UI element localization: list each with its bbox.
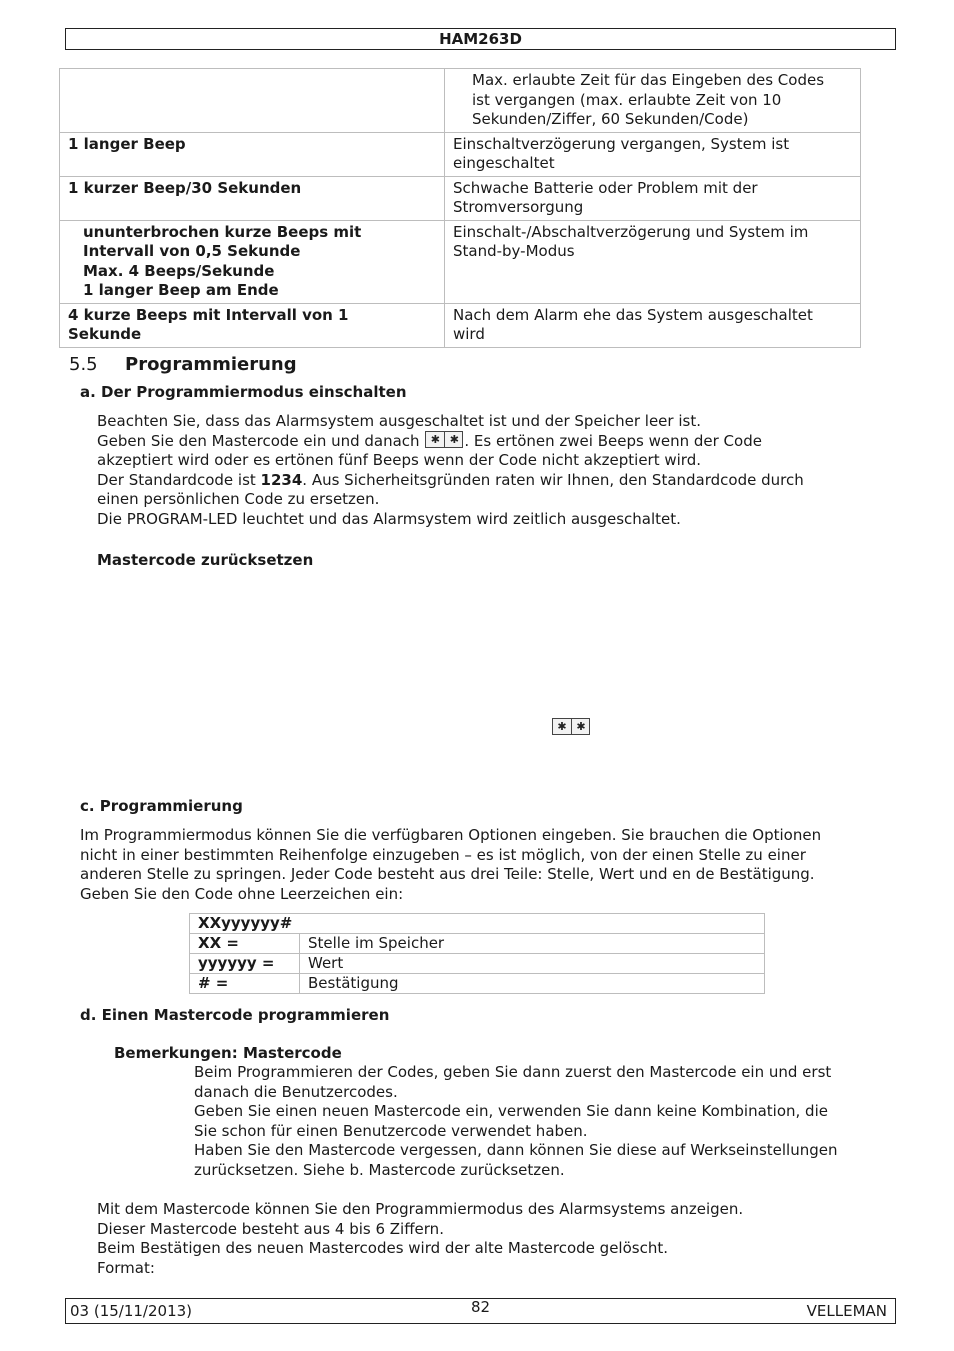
subheading-b: Mastercode zurücksetzen (97, 551, 314, 569)
beep-signal-table (59, 68, 861, 348)
cell-line: Stromversorgung (453, 198, 584, 216)
cell-line: Max. 4 Beeps/Sekunde (83, 261, 275, 280)
beep-cell (60, 303, 445, 347)
footer-date: 03 (15/11/2013) (70, 1302, 193, 1320)
table-row (190, 974, 765, 994)
text-line: anderen Stelle zu springen. Jeder Code besteht aus drei Teile: Stelle, Wert und en de Bestätigung. (80, 865, 815, 883)
model-title: HAM263D (439, 30, 522, 48)
text-line: einen persönlichen Code zu ersetzen. (97, 490, 380, 508)
text-line: Im Programmiermodus können Sie die verfügbaren Optionen eingeben. Sie brauchen die Optionen (80, 826, 822, 844)
subheading-d: d. Einen Mastercode programmieren (80, 1006, 390, 1024)
text-line: akzeptiert wird oder es ertönen fünf Beeps wenn der Code nicht akzeptiert wird. (97, 451, 701, 469)
meaning-cell (445, 303, 861, 347)
cell-line: Sekunden/Ziffer, 60 Sekunden/Code) (472, 110, 749, 128)
cell-line: wird (453, 325, 485, 343)
text-line: Beim Bestätigen des neuen Mastercodes wird der alte Mastercode gelöscht. (97, 1239, 668, 1257)
double-star-key-standalone-icon (552, 717, 590, 735)
star-key-icon: ✱ (426, 432, 445, 447)
remarks-paragraph (194, 1063, 894, 1180)
text-line: Die PROGRAM-LED leuchtet und das Alarmsystem wird zeitlich ausgeschaltet. (97, 509, 681, 528)
cell-line: Nach dem Alarm ehe das System ausgeschaltet (453, 305, 813, 324)
cell-line: Schwache Batterie oder Problem mit der (453, 178, 758, 197)
table-row (60, 69, 861, 133)
code-format-table (189, 913, 765, 994)
table-row (190, 954, 765, 974)
meaning-cell (445, 132, 861, 176)
cell-line: Stand-by-Modus (453, 242, 575, 260)
text-line: nicht in einer bestimmten Reihenfolge einzugeben – es ist möglich, von der einen Stelle zu einer (80, 845, 806, 864)
double-star-key-icon (552, 718, 590, 735)
text-span: . Aus Sicherheitsgründen raten wir Ihnen, den Standardcode durch (302, 470, 804, 489)
text-line (97, 432, 887, 452)
table-row (190, 934, 765, 954)
cell-line: ununterbrochen kurze Beeps mit (83, 222, 362, 241)
text-span: Der Standardcode ist (97, 470, 261, 489)
format-value-cell: Stelle im Speicher (300, 934, 765, 954)
cell-line: Einschaltverzögerung vergangen, System ist (453, 134, 790, 153)
cell-line: 1 kurzer Beep/30 Sekunden (68, 178, 302, 197)
section-number: 5.5 (69, 354, 98, 375)
paragraph-c (80, 826, 900, 904)
document-header (65, 28, 896, 50)
beep-cell (60, 69, 445, 133)
default-code: 1234 (260, 470, 303, 489)
beep-cell (60, 176, 445, 220)
remarks-heading: Bemerkungen: Mastercode (114, 1044, 342, 1062)
text-line: Geben Sie den Code ohne Leerzeichen ein: (80, 884, 404, 903)
section-heading (69, 353, 297, 377)
cell-line: ist vergangen (max. erlaubte Zeit von 10 (472, 90, 782, 109)
cell-line: eingeschaltet (453, 154, 555, 172)
meaning-cell (445, 69, 861, 133)
star-key-icon: ✱ (449, 433, 459, 446)
star-key-icon: ✱ (553, 719, 572, 734)
format-key-cell: yyyyyy = (190, 954, 300, 974)
text-line: Format: (97, 1258, 155, 1277)
text-line: Mit dem Mastercode können Sie den Programmiermodus des Alarmsystems anzeigen. (97, 1200, 744, 1218)
cell-line: 4 kurze Beeps mit Intervall von 1 (68, 305, 349, 324)
subheading-a: a. Der Programmiermodus einschalten (80, 383, 407, 401)
text-line: zurücksetzen. Siehe b. Mastercode zurücksetzen. (194, 1160, 565, 1179)
text-line: Dieser Mastercode besteht aus 4 bis 6 Ziffern. (97, 1219, 444, 1238)
format-value-cell: Wert (300, 954, 765, 974)
text-line: Beim Programmieren der Codes, geben Sie dann zuerst den Mastercode ein und erst (194, 1063, 832, 1081)
section-title: Programmierung (125, 354, 297, 375)
text-line: Sie schon für einen Benutzercode verwendet haben. (194, 1121, 588, 1140)
cell-line: 1 langer Beep am Ende (83, 281, 279, 299)
cell-line: Max. erlaubte Zeit für das Eingeben des Codes (472, 71, 825, 89)
format-key-cell: # = (190, 974, 300, 994)
document-footer (65, 1298, 896, 1324)
table-row (60, 303, 861, 347)
format-value-cell: Bestätigung (300, 974, 765, 994)
table-row (60, 132, 861, 176)
meaning-cell (445, 220, 861, 303)
star-key-icon: ✱ (576, 720, 586, 733)
format-header-cell: XXyyyyyy# (190, 914, 765, 934)
text-line: Haben Sie den Mastercode vergessen, dann können Sie diese auf Werkseinstellungen (194, 1141, 838, 1159)
text-line (97, 471, 887, 491)
paragraph-d (97, 1200, 887, 1278)
text-span: Geben Sie den Mastercode ein und danach (97, 431, 420, 450)
cell-line: Intervall von 0,5 Sekunde (83, 242, 301, 260)
cell-line: Sekunde (68, 325, 142, 343)
text-line: danach die Benutzercodes. (194, 1082, 398, 1101)
beep-cell (60, 220, 445, 303)
subheading-c: c. Programmierung (80, 797, 243, 815)
text-span: . Es ertönen zwei Beeps wenn der Code (464, 431, 762, 450)
cell-line: Einschalt-/Abschaltverzögerung und System im (453, 222, 809, 241)
cell-line: 1 langer Beep (68, 134, 186, 153)
table-row (60, 176, 861, 220)
text-line: Geben Sie einen neuen Mastercode ein, verwenden Sie dann keine Kombination, die (194, 1102, 828, 1120)
table-row (190, 914, 765, 934)
footer-brand: VELLEMAN (806, 1302, 887, 1320)
beep-cell (60, 132, 445, 176)
paragraph-a (97, 412, 887, 529)
format-key-cell: XX = (190, 934, 300, 954)
table-row (60, 220, 861, 303)
double-star-key-icon (425, 431, 463, 448)
meaning-cell (445, 176, 861, 220)
text-line: Beachten Sie, dass das Alarmsystem ausgeschaltet ist und der Speicher leer ist. (97, 412, 701, 430)
page-number: 82 (470, 1298, 491, 1316)
